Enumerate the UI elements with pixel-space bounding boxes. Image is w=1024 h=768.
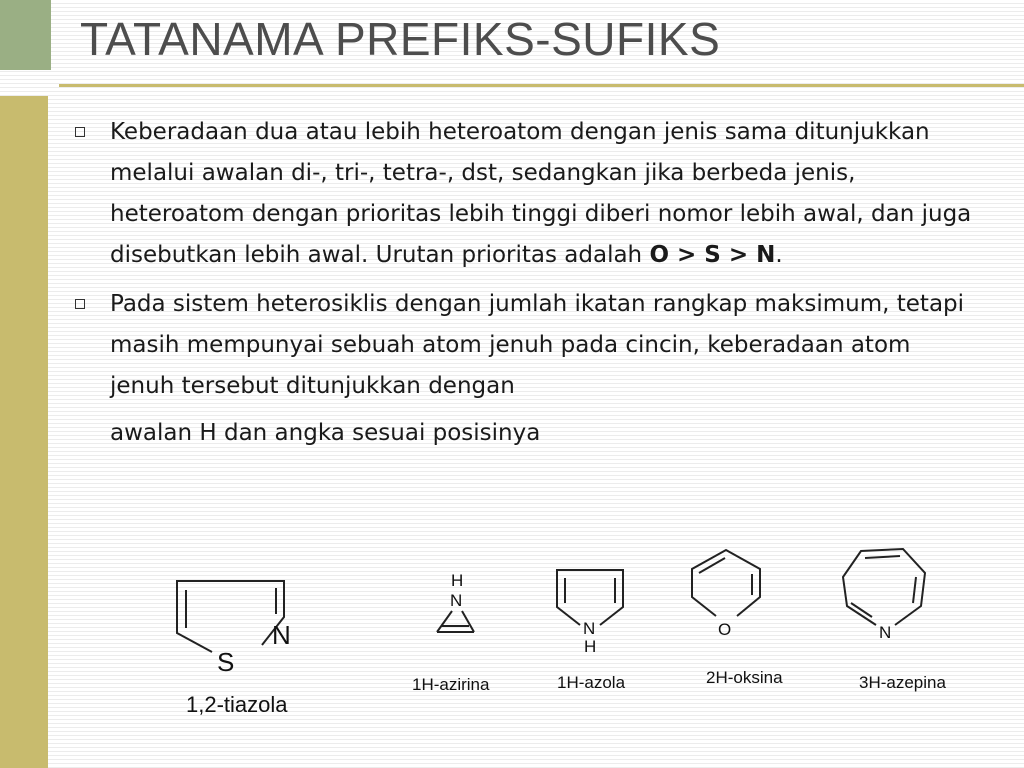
- tiazola-structure: [165, 570, 305, 680]
- bullet-text: [110, 291, 974, 454]
- atom-h: H: [451, 571, 464, 590]
- tiazola-ring: [177, 581, 284, 652]
- structure-name: 2H-oksina: [706, 668, 783, 687]
- bullet-square-icon: [75, 299, 85, 309]
- bullet-body: Pada sistem heterosiklis dengan jumlah ikatan rangkap maksimum, tetapi masih mempunyai sebuah atom jenuh pada cincin, keberadaan atom jenuh tersebut ditunjukkan dengan: [110, 291, 965, 399]
- structure-name: 3H-azepina: [859, 673, 946, 692]
- bullet-body: Keberadaan dua atau lebih heteroatom dengan jenis sama ditunjukkan melalui awalan di-, tri-, tetra-, dst, sedangkan jika berbeda jenis, heteroatom dengan prioritas lebih tinggi diberi nomor lebih awal, dan juga disebutkan lebih awal. Urutan prioritas adalah: [110, 119, 972, 268]
- side-accent-bar: [0, 96, 48, 768]
- structure-name: 1H-azola: [557, 673, 626, 692]
- oksina-structure: [685, 545, 770, 645]
- corner-accent: [0, 0, 51, 70]
- atom-h: H: [584, 637, 597, 656]
- bullet-item: [74, 112, 974, 276]
- azola-structure: [548, 565, 633, 660]
- structure-name: 1,2-tiazola: [186, 692, 288, 717]
- atom-n: N: [583, 619, 596, 638]
- azepina-double-bond: [913, 577, 916, 603]
- bullet-last-line: awalan H dan angka sesuai posisinya: [110, 420, 541, 446]
- oksina-ring: [692, 550, 760, 616]
- bullet-square-icon: [75, 127, 85, 137]
- title-underline: [59, 84, 1024, 87]
- azepina-double-bond: [865, 556, 900, 558]
- atom-n: N: [272, 620, 291, 650]
- structure-name: 1H-azirina: [412, 675, 490, 694]
- atom-n: N: [879, 623, 892, 642]
- slide-title: TATANAMA PREFIKS-SUFIKS: [80, 13, 721, 65]
- atom-n: N: [450, 591, 463, 610]
- atom-s: S: [217, 647, 235, 677]
- atom-o: O: [718, 620, 732, 639]
- azirina-bond: [462, 611, 474, 632]
- bullet-item: [74, 284, 974, 454]
- azepina-structure: [835, 540, 935, 645]
- oksina-double-bond: [699, 558, 725, 573]
- priority-order: O > S > N: [649, 242, 776, 268]
- bullet-period: .: [775, 242, 783, 268]
- azepina-ring: [843, 549, 925, 625]
- azirina-structure: [425, 568, 485, 638]
- bullet-text: [110, 119, 971, 268]
- bullet-list: [74, 112, 974, 454]
- azirina-bond: [437, 611, 452, 632]
- azola-ring: [557, 570, 623, 625]
